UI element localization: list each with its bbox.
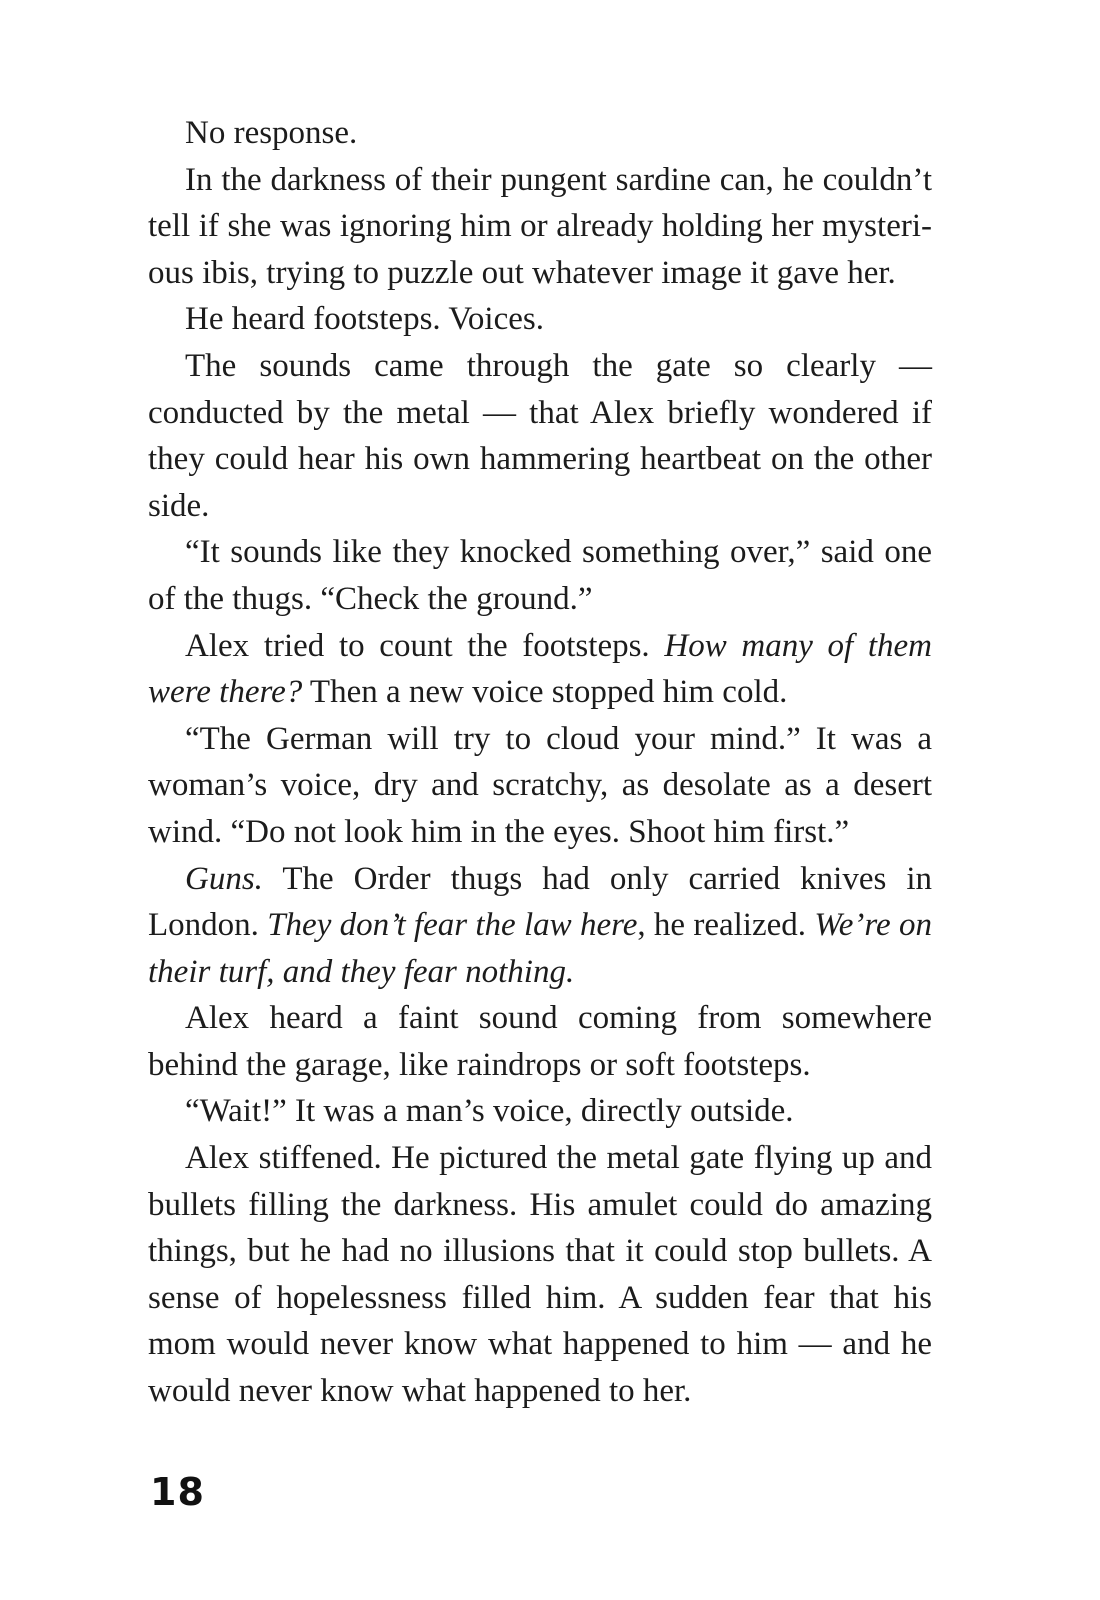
paragraph (148, 1088, 932, 1135)
paragraph (148, 856, 932, 996)
paragraph (148, 157, 932, 297)
paragraph-text: “The German will try to cloud your mind.” It was a woman’s voice, dry and scratchy, as desolate as a desert wind. “Do not look him in the eyes. Shoot him first.” (148, 720, 932, 850)
paragraph-text: Alex tried to count the footsteps. (185, 627, 665, 664)
paragraph-text: No response. (185, 115, 358, 151)
italic-thought: How many of them were there? (148, 627, 933, 711)
paragraph-text: In the darkness of their pungent sardine can, he couldn’t tell if she was ignoring him or already holding her mysterious ibis, trying to puzzle out whatever image it gave her. (148, 161, 932, 291)
italic-thought: Guns. (185, 860, 263, 897)
paragraph-text: “Wait!” It was a man’s voice, directly outside. (185, 1093, 794, 1130)
paragraph-text: The Order thugs had only carried knives in London. (148, 860, 932, 944)
body-text (148, 110, 932, 1415)
paragraph-text: The sounds came through the gate so clearly — conducted by the metal — that Alex briefly wondered if they could hear his own hammering heartbeat on the other side. (148, 347, 932, 524)
paragraph (148, 623, 932, 716)
paragraph-text: Then a new voice stopped him cold. (302, 674, 788, 711)
paragraph (148, 716, 932, 856)
paragraph-text: Alex stiffened. He pictured the metal gate flying up and bullets filling the darkness. His amulet could do amazing things, but he had no illusions that it could stop bullets. A sense of hopelessness filled him. A sudden fear that his mom would never know what happened to him — and he would never know what happened to her. (148, 1140, 932, 1410)
paragraph (148, 995, 932, 1088)
paragraph-text: , he realized. (637, 907, 815, 944)
paragraph-text: He heard footsteps. Voices. (185, 301, 544, 338)
paragraph-text: Alex heard a faint sound coming from somewhere behind the garage, like raindrops or soft footsteps. (148, 1000, 932, 1083)
paragraph-text: “It sounds like they knocked something over,” said one of the thugs. “Check the ground.” (148, 534, 932, 617)
paragraph (148, 343, 932, 529)
paragraph (148, 529, 932, 622)
italic-thought: We’re on their turf, and they fear nothing. (148, 907, 932, 990)
italic-thought: They don’t fear the law here (267, 907, 638, 944)
paragraph (148, 110, 932, 157)
paragraph (148, 296, 932, 343)
paragraph (148, 1135, 932, 1415)
page-number: 18 (150, 1470, 205, 1514)
